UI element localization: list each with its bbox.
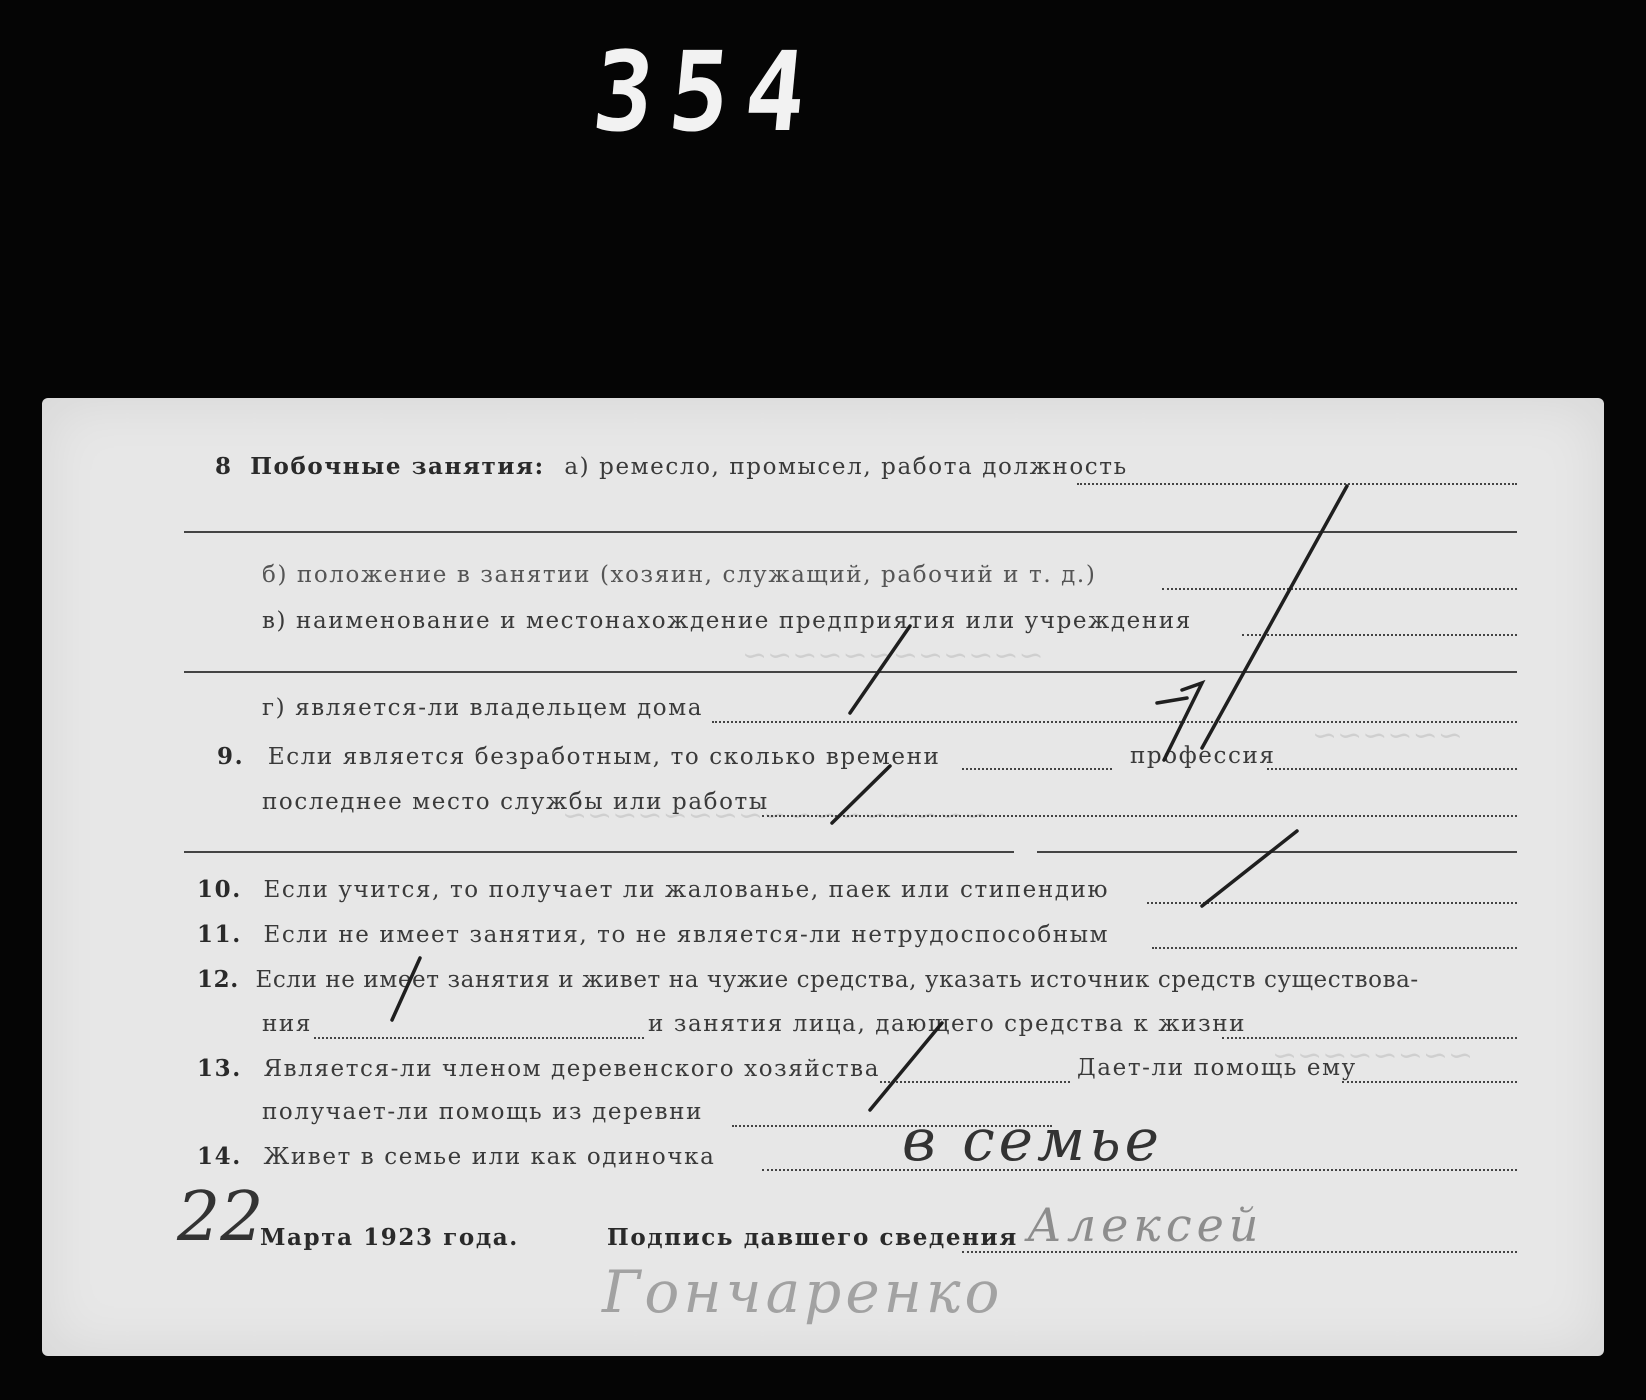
q13-text: Является-ли членом деревенского хозяйства	[263, 1056, 881, 1082]
dash-mark	[832, 766, 890, 823]
dash-mark	[850, 626, 910, 713]
dash-mark	[1202, 486, 1347, 748]
footer-day-handwritten: 22	[177, 1178, 264, 1257]
signature-last-name: Гончаренко	[602, 1258, 1004, 1326]
q9-profession-label: профессия	[1130, 743, 1276, 769]
bleed-through-text: ~~~~~~~~~~~~~~~~~	[562, 798, 990, 833]
q13-receives-label: получает-ли помощь из деревни	[262, 1099, 704, 1125]
q10-text: Если учится, то получает ли жалованье, паек или стипендию	[263, 877, 1110, 903]
q11-number: 11.	[197, 921, 242, 948]
q14-number: 14.	[197, 1143, 242, 1170]
frame-number: 354	[587, 28, 828, 156]
q13-number: 13.	[197, 1055, 242, 1082]
q12-number: 12.	[197, 966, 239, 993]
dash-mark	[1202, 831, 1297, 906]
footer-signature-label: Подпись давшего сведения	[607, 1224, 1018, 1251]
dash-mark	[392, 958, 420, 1020]
signature-first-name: Алексей	[1027, 1198, 1264, 1252]
q14-text: Живет в семье или как одиночка	[263, 1144, 716, 1170]
q12-and: и занятия лица, дающего средства к жизни	[648, 1011, 1247, 1037]
q9-text: Если является безработным, то сколько времени	[267, 744, 941, 770]
q10-number: 10.	[197, 876, 242, 903]
q8-v-label: в) наименование и местонахождение предприятия или учреждения	[262, 608, 1192, 634]
q12-text: Если не имеет занятия и живет на чужие средства, указать источник средств существова-	[255, 967, 1419, 993]
q8-b-label: б) положение в занятии (хозяин, служащий, рабочий и т. д.)	[262, 562, 1097, 588]
bleed-through-text: ~~~~~~~~	[1272, 1038, 1474, 1073]
census-card	[42, 398, 1604, 1356]
dash-mark	[1157, 698, 1187, 703]
bleed-through-text: ~~~~~~	[1312, 718, 1463, 753]
q8-number: 8	[215, 453, 233, 480]
footer-date: Марта 1923 года.	[260, 1224, 519, 1251]
q8-title: Побочные занятия:	[250, 453, 545, 480]
bleed-through-text: ~~~~~~~~~~~~	[742, 638, 1044, 673]
dash-mark	[1164, 683, 1202, 760]
q9-last-place-label: последнее место службы или работы	[262, 789, 769, 815]
q12-cont: ния	[262, 1011, 312, 1037]
q13-help-label: Дает-ли помощь ему	[1077, 1055, 1357, 1081]
q8-a-label: а) ремесло, промысел, работа должность	[564, 454, 1128, 480]
q9-number: 9.	[217, 743, 245, 770]
handwritten-strokes	[42, 398, 1604, 1356]
dash-mark	[870, 1023, 942, 1110]
q14-handwritten-answer: в семье	[902, 1106, 1163, 1174]
q8-g-label: г) является-ли владельцем дома	[262, 695, 704, 721]
q11-text: Если не имеет занятия, то не является-ли нетрудоспособным	[263, 922, 1110, 948]
